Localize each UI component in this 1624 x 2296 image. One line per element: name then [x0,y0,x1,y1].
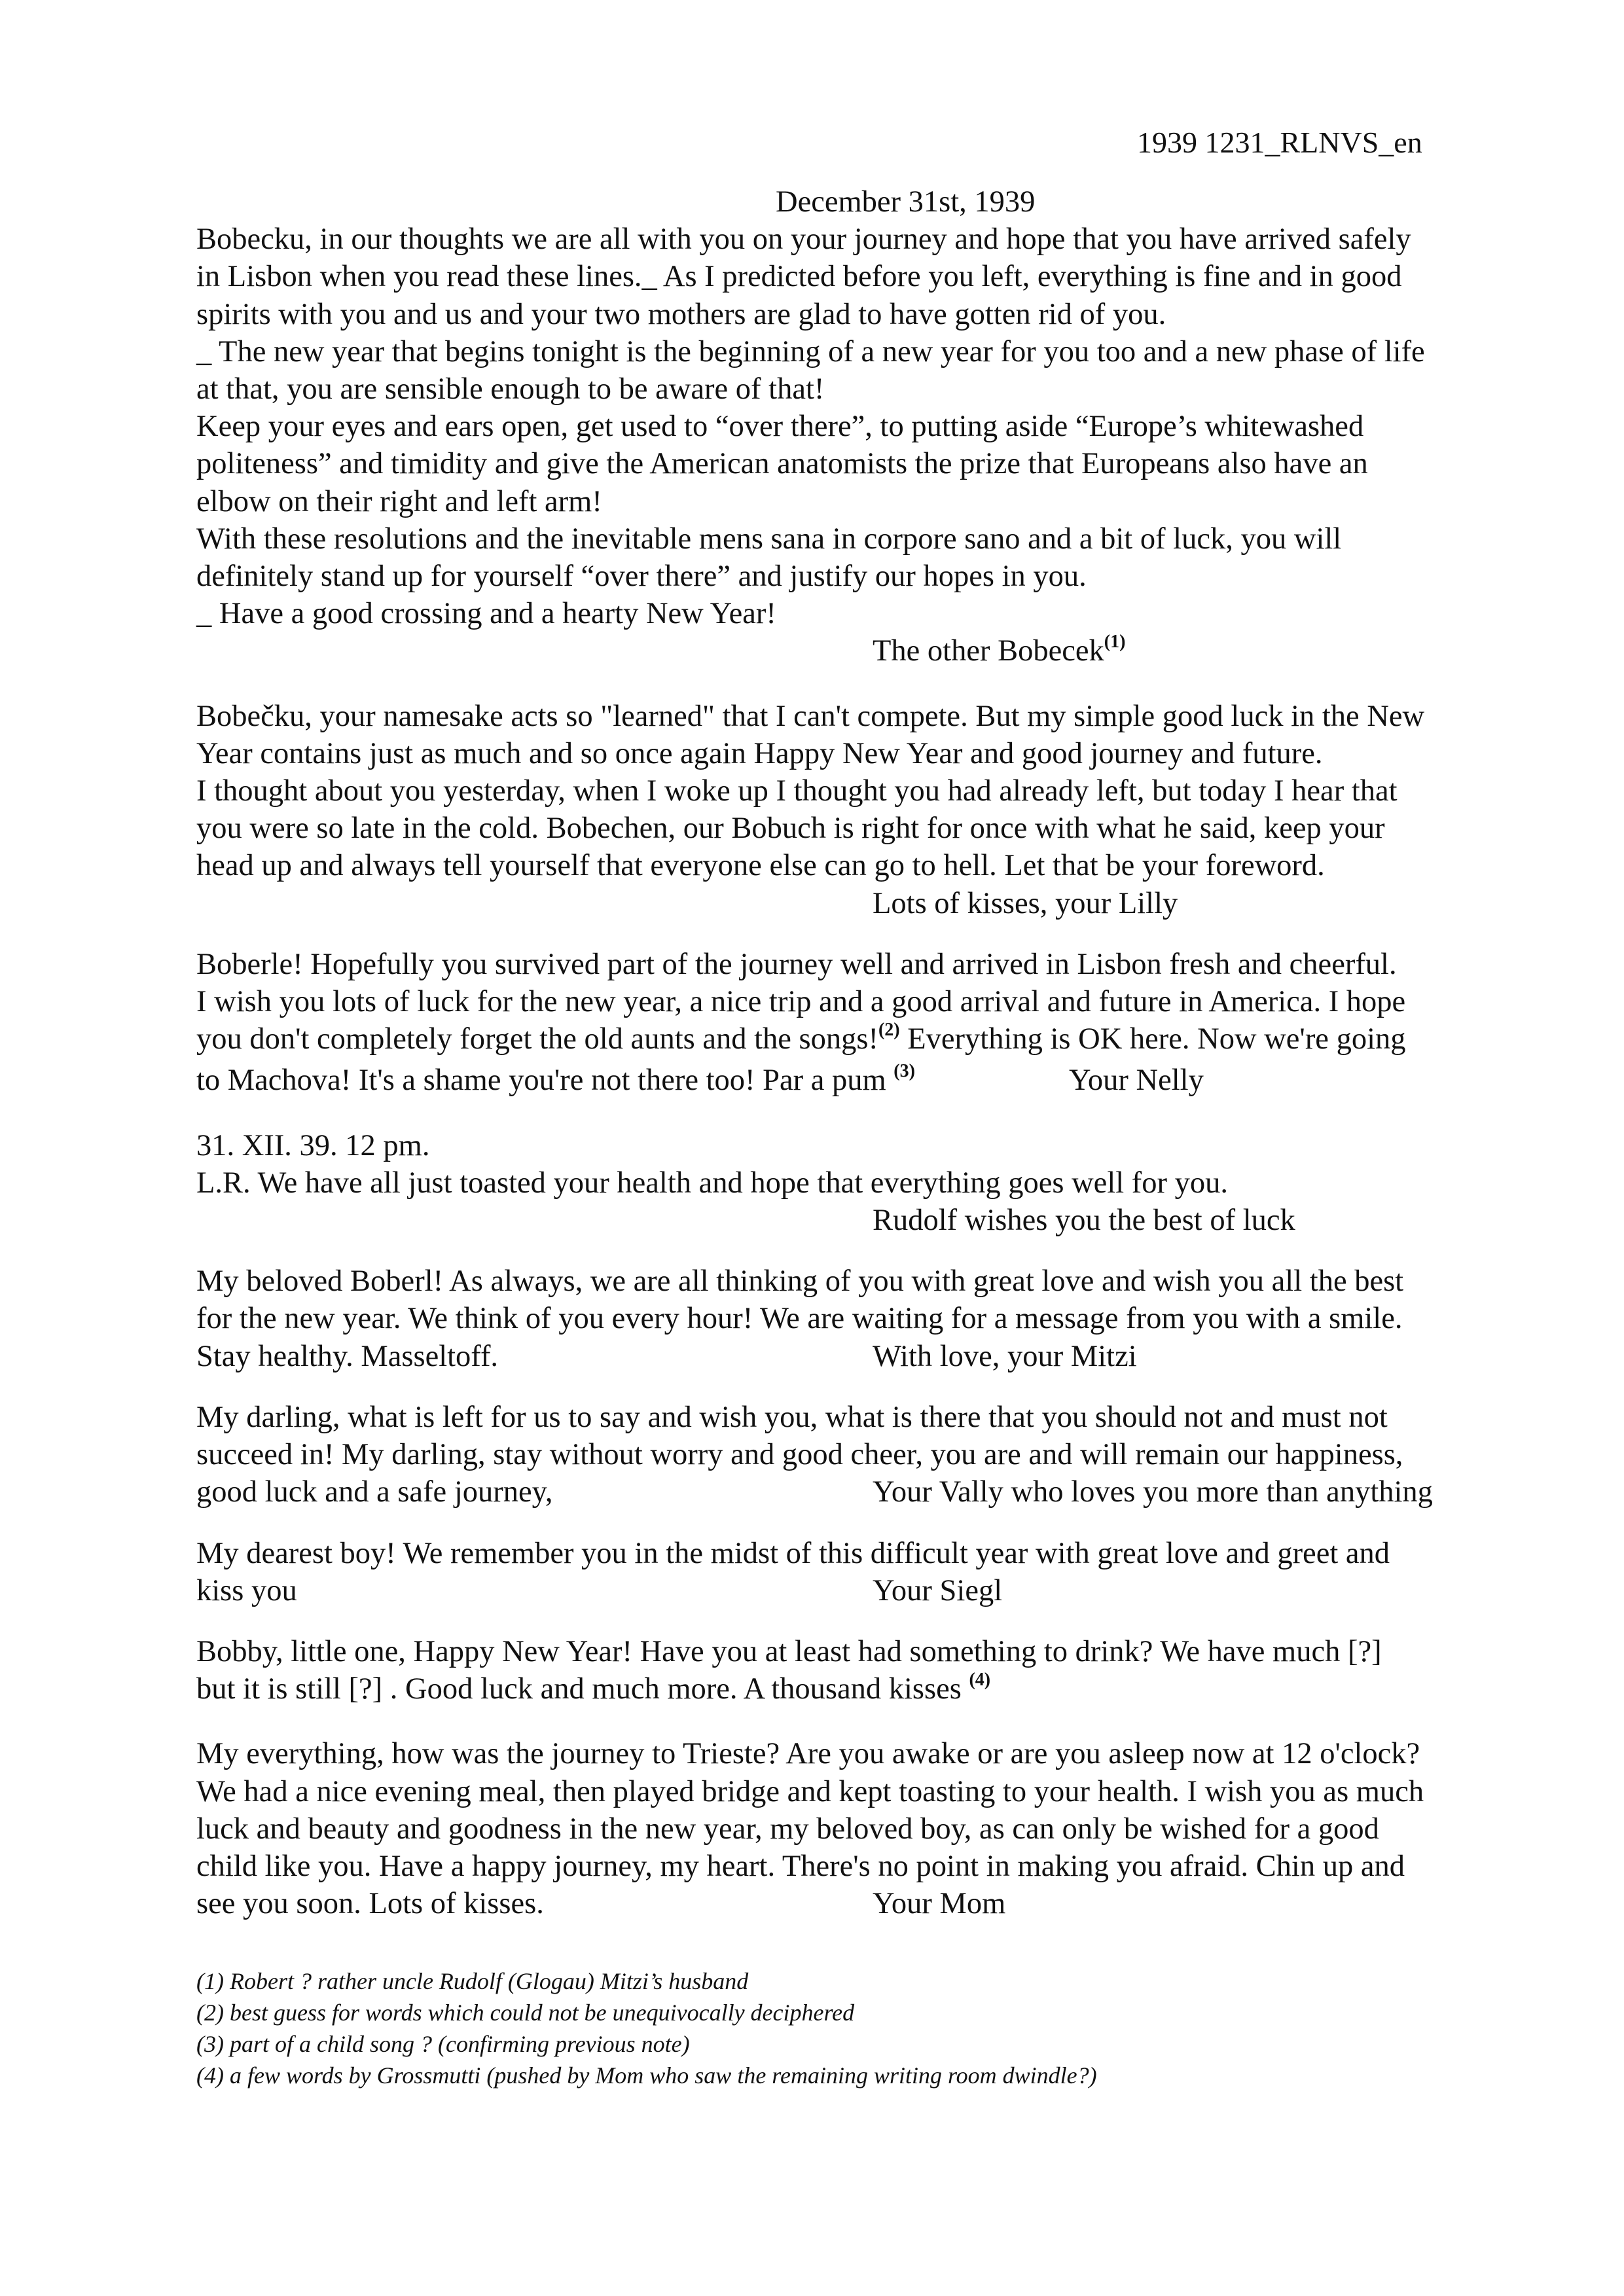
text-line: luck and beauty and goodness in the new year, my beloved boy, as can only be wished for a good [196,1812,1379,1846]
letter-body [196,183,1532,1922]
text-line: elbow on their right and left arm! [196,484,602,518]
text-line [196,1572,1532,1609]
text-line: you were so late in the cold. Bobechen, our Bobuch is right for once with what he said, keep your [196,812,1385,846]
letter-section-siegl [196,1535,1532,1609]
text-line [196,1062,1532,1103]
text-line: succeed in! My darling, stay without worry and good cheer, you are and will remain our happiness, [196,1438,1403,1472]
text-line [196,1338,1532,1375]
text-fragment: good luck and a safe journey, [196,1475,553,1509]
text-line: for the new year. We think of you every hour! We are waiting for a message from you with a smile. [196,1302,1403,1336]
document-id: 1939 1231_RLNVS_en [1137,126,1422,159]
text-line: My beloved Boberl! As always, we are all thinking of you with great love and wish you all the best [196,1265,1404,1299]
text-fragment: to Machova! It's a shame you're not there too! Par a pum [196,1064,894,1098]
text-line [196,1670,1532,1712]
signature-vally: Your Vally who loves you more than anything [873,1475,1433,1509]
footnote-marker: (1) [1104,632,1126,653]
text-line: Bobby, little one, Happy New Year! Have you at least had something to drink? We have much [?] [196,1634,1382,1668]
text-line: My darling, what is left for us to say and wish you, what is there that you should not and must not [196,1400,1388,1434]
letter-section-mom [196,1735,1532,1922]
text-line: at that, you are sensible enough to be aware of that! [196,372,825,406]
text-line: politeness” and timidity and give the American anatomists the prize that Europeans also have an [196,447,1368,481]
text-line: Keep your eyes and ears open, get used to “over there”, to putting aside “Europe’s whitewashed [196,410,1364,444]
text-line [196,1885,1532,1922]
text-fragment: Everything is OK here. Now we're going [899,1022,1406,1056]
text-fragment: kiss you [196,1573,297,1607]
text-line: Bobečku, your namesake acts so "learned" that I can't compete. But my simple good luck in the New [196,699,1425,733]
letter-section-grossmutti [196,1633,1532,1712]
footnote: (2) best guess for words which could not be unequivocally deciphered [196,2000,855,2026]
signature-mom: Your Mom [873,1887,1006,1921]
letter-section-rudolf [196,1127,1532,1240]
text-line: in Lisbon when you read these lines._ As I predicted before you left, everything is fine and in good [196,260,1402,294]
footnotes [196,1965,1097,2091]
dateline: 31. XII. 39. 12 pm. [196,1128,430,1162]
letter-section-nelly [196,946,1532,1103]
text-line: Year contains just as much and so once again Happy New Year and good journey and future. [196,736,1323,770]
text-line: Boberle! Hopefully you survived part of the journey well and arrived in Lisbon fresh and cheerful. [196,947,1397,981]
text-line: With these resolutions and the inevitable mens sana in corpore sano and a bit of luck, you will [196,522,1342,556]
text-line: _ Have a good crossing and a hearty New Year! [196,597,776,631]
footnote: (3) part of a child song ? (confirming previous note) [196,2031,690,2057]
footnote-marker: (3) [893,1061,915,1082]
signature-mitzi: With love, your Mitzi [873,1339,1137,1373]
letter-section-other-bobecek [196,221,1532,673]
text-line: L.R. We have all just toasted your health and hope that everything goes well for you. [196,1166,1229,1200]
text-line: head up and always tell yourself that everyone else can go to hell. Let that be your foreword. [196,849,1325,883]
footnote-marker: (2) [878,1020,900,1041]
footnote: (1) Robert ? rather uncle Rudolf (Glogau) Mitzi’s husband [196,1968,749,1994]
text-fragment: see you soon. Lots of kisses. [196,1887,544,1921]
text-line: definitely stand up for yourself “over there” and justify our hopes in you. [196,560,1087,594]
text-line: My everything, how was the journey to Trieste? Are you awake or are you asleep now at 12 o'clock? [196,1737,1420,1771]
signature-rudolf: Rudolf wishes you the best of luck [873,1204,1295,1238]
footnote-marker: (4) [969,1670,991,1691]
letter-section-vally [196,1399,1532,1511]
text-line: _ The new year that begins tonight is the beginning of a new year for you too and a new phase of life [196,334,1425,368]
text-fragment: Stay healthy. Masseltoff. [196,1339,499,1373]
letter-date: December 31st, 1939 [776,185,1036,219]
text-line: child like you. Have a happy journey, my heart. There's no point in making you afraid. Chin up and [196,1849,1405,1883]
signature-nelly: Your Nelly [1069,1064,1204,1098]
signature-siegl: Your Siegl [873,1573,1003,1607]
signature-other-bobecek [196,632,1532,673]
text-line: We had a nice evening meal, then played bridge and kept toasting to your health. I wish you as much [196,1774,1424,1808]
text-fragment: but it is still [?] . Good luck and much more. A thousand kisses [196,1672,969,1706]
signature-lilly: Lots of kisses, your Lilly [873,886,1178,920]
text-line: My dearest boy! We remember you in the midst of this difficult year with great love and greet and [196,1536,1390,1570]
text-line: Bobecku, in our thoughts we are all with you on your journey and hope that you have arrived safely [196,223,1411,257]
letter-section-mitzi [196,1263,1532,1375]
text-line [196,1473,1532,1511]
signature-text: The other Bobecek [873,634,1104,668]
text-line: spirits with you and us and your two mothers are glad to have gotten rid of you. [196,297,1166,331]
letter-section-lilly [196,698,1532,922]
text-line: I thought about you yesterday, when I woke up I thought you had already left, but today I hear that [196,774,1398,808]
footnote: (4) a few words by Grossmutti (pushed by Mom who saw the remaining writing room dwindle?) [196,2062,1097,2089]
text-fragment: you don't completely forget the old aunts and the songs! [196,1022,878,1056]
text-line: I wish you lots of luck for the new year, a nice trip and a good arrival and future in America. I hope [196,985,1406,1019]
text-line [196,1020,1532,1062]
